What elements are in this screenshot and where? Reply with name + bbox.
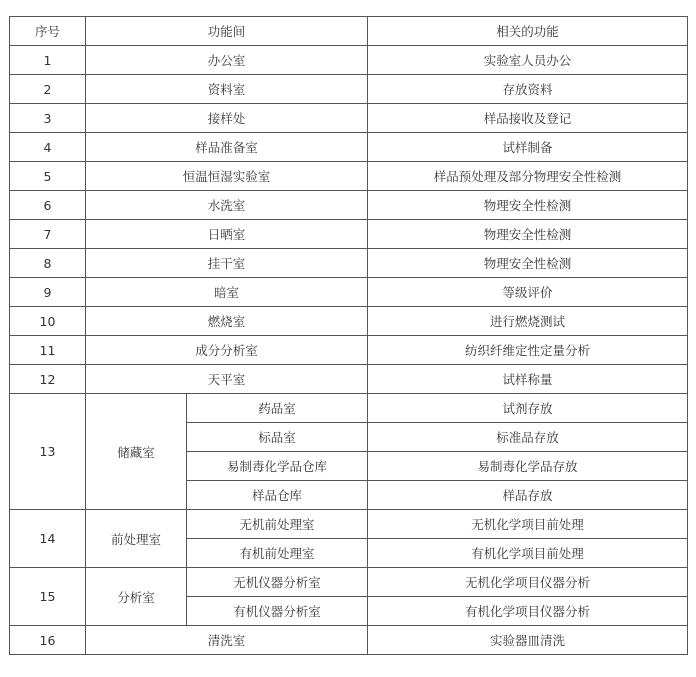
cell-room: 日晒室 bbox=[86, 220, 368, 249]
cell-room: 资料室 bbox=[86, 75, 368, 104]
cell-room: 燃烧室 bbox=[86, 307, 368, 336]
cell-room: 样品准备室 bbox=[86, 133, 368, 162]
cell-sub-room: 易制毒化学品仓库 bbox=[187, 452, 368, 481]
cell-no: 13 bbox=[10, 394, 86, 510]
cell-sub-room: 有机仪器分析室 bbox=[187, 597, 368, 626]
cell-group-room: 分析室 bbox=[86, 568, 187, 626]
cell-room: 成分分析室 bbox=[86, 336, 368, 365]
cell-no: 14 bbox=[10, 510, 86, 568]
table-row bbox=[10, 75, 688, 104]
cell-room: 挂干室 bbox=[86, 249, 368, 278]
cell-no: 6 bbox=[10, 191, 86, 220]
cell-function: 标准品存放 bbox=[368, 423, 688, 452]
table-row bbox=[10, 133, 688, 162]
cell-function: 样品接收及登记 bbox=[368, 104, 688, 133]
cell-sub-room: 无机仪器分析室 bbox=[187, 568, 368, 597]
cell-group-room: 前处理室 bbox=[86, 510, 187, 568]
table-row bbox=[10, 626, 688, 655]
table-row bbox=[10, 220, 688, 249]
table-row bbox=[10, 394, 688, 423]
table-row bbox=[10, 162, 688, 191]
cell-no: 12 bbox=[10, 365, 86, 394]
cell-function: 易制毒化学品存放 bbox=[368, 452, 688, 481]
cell-function: 无机化学项目前处理 bbox=[368, 510, 688, 539]
cell-function: 物理安全性检测 bbox=[368, 191, 688, 220]
cell-function: 进行燃烧测试 bbox=[368, 307, 688, 336]
cell-room: 接样处 bbox=[86, 104, 368, 133]
table-row bbox=[10, 336, 688, 365]
cell-room: 清洗室 bbox=[86, 626, 368, 655]
cell-no: 16 bbox=[10, 626, 86, 655]
cell-function: 存放资料 bbox=[368, 75, 688, 104]
cell-function: 等级评价 bbox=[368, 278, 688, 307]
cell-function: 试样制备 bbox=[368, 133, 688, 162]
cell-function: 物理安全性检测 bbox=[368, 220, 688, 249]
cell-no: 9 bbox=[10, 278, 86, 307]
cell-no: 15 bbox=[10, 568, 86, 626]
header-room: 功能间 bbox=[86, 17, 368, 46]
cell-function: 试剂存放 bbox=[368, 394, 688, 423]
table-row bbox=[10, 191, 688, 220]
cell-no: 11 bbox=[10, 336, 86, 365]
header-function: 相关的功能 bbox=[368, 17, 688, 46]
cell-function: 有机化学项目前处理 bbox=[368, 539, 688, 568]
table-row bbox=[10, 307, 688, 336]
cell-no: 7 bbox=[10, 220, 86, 249]
cell-no: 5 bbox=[10, 162, 86, 191]
table-header-row bbox=[10, 17, 688, 46]
cell-sub-room: 无机前处理室 bbox=[187, 510, 368, 539]
cell-no: 3 bbox=[10, 104, 86, 133]
cell-sub-room: 药品室 bbox=[187, 394, 368, 423]
table-row bbox=[10, 568, 688, 597]
cell-room: 暗室 bbox=[86, 278, 368, 307]
cell-no: 2 bbox=[10, 75, 86, 104]
cell-function: 物理安全性检测 bbox=[368, 249, 688, 278]
cell-sub-room: 样品仓库 bbox=[187, 481, 368, 510]
table-row bbox=[10, 249, 688, 278]
cell-function: 试样称量 bbox=[368, 365, 688, 394]
cell-no: 8 bbox=[10, 249, 86, 278]
header-no: 序号 bbox=[10, 17, 86, 46]
table-row bbox=[10, 104, 688, 133]
cell-function: 样品预处理及部分物理安全性检测 bbox=[368, 162, 688, 191]
cell-no: 4 bbox=[10, 133, 86, 162]
cell-function: 无机化学项目仪器分析 bbox=[368, 568, 688, 597]
table-row bbox=[10, 278, 688, 307]
table-row bbox=[10, 510, 688, 539]
lab-function-table bbox=[9, 16, 688, 655]
table-row bbox=[10, 46, 688, 75]
cell-function: 实验室人员办公 bbox=[368, 46, 688, 75]
cell-no: 10 bbox=[10, 307, 86, 336]
table-row bbox=[10, 365, 688, 394]
cell-room: 办公室 bbox=[86, 46, 368, 75]
cell-sub-room: 有机前处理室 bbox=[187, 539, 368, 568]
cell-no: 1 bbox=[10, 46, 86, 75]
cell-function: 实验器皿清洗 bbox=[368, 626, 688, 655]
cell-room: 恒温恒湿实验室 bbox=[86, 162, 368, 191]
cell-group-room: 储藏室 bbox=[86, 394, 187, 510]
cell-sub-room: 标品室 bbox=[187, 423, 368, 452]
cell-function: 纺织纤维定性定量分析 bbox=[368, 336, 688, 365]
cell-function: 样品存放 bbox=[368, 481, 688, 510]
cell-room: 水洗室 bbox=[86, 191, 368, 220]
cell-room: 天平室 bbox=[86, 365, 368, 394]
cell-function: 有机化学项目仪器分析 bbox=[368, 597, 688, 626]
